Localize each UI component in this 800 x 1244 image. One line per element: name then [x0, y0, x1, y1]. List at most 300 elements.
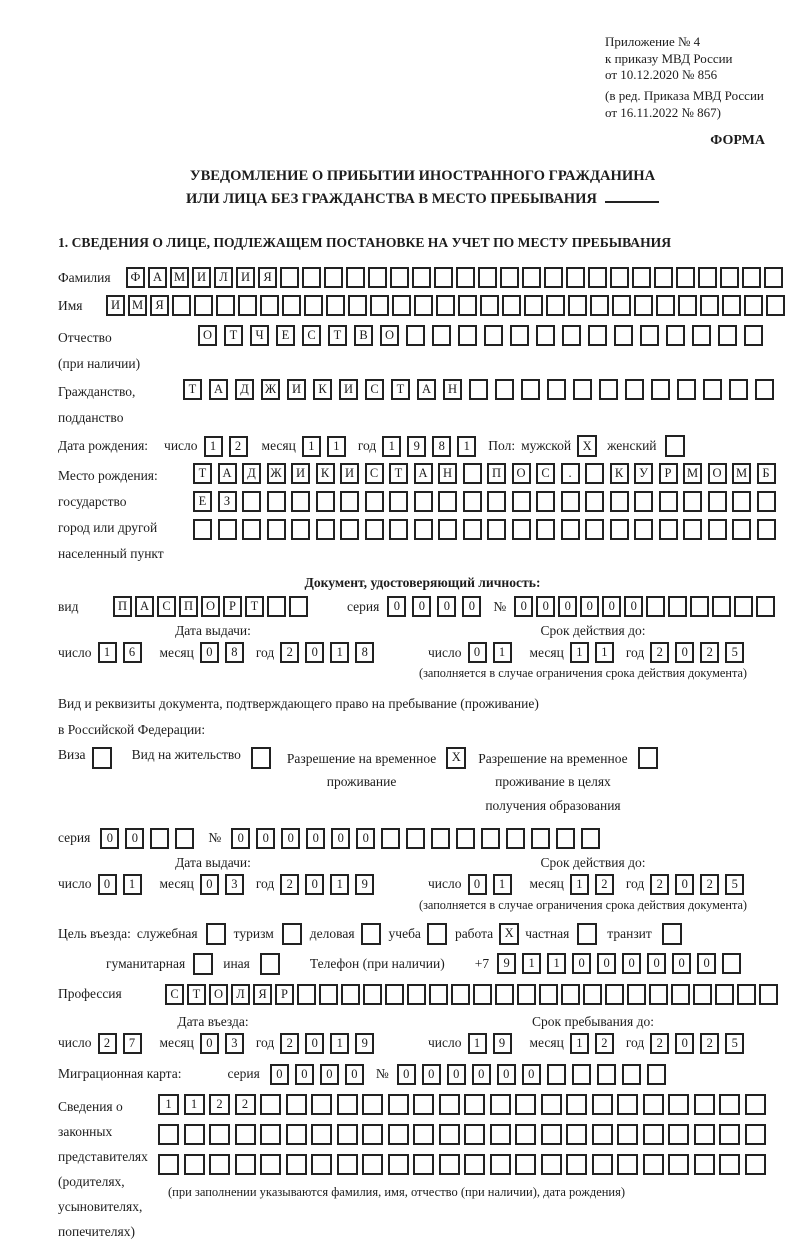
char-cell[interactable]: 0	[472, 1064, 491, 1085]
char-cell[interactable]	[718, 325, 737, 346]
char-cell[interactable]	[732, 519, 751, 540]
char-cell[interactable]: О	[209, 984, 228, 1005]
char-cell[interactable]: 0	[320, 1064, 339, 1085]
residence-permit-checkbox[interactable]	[251, 747, 271, 769]
char-cell[interactable]	[522, 267, 541, 288]
char-cell[interactable]	[719, 1094, 740, 1115]
char-cell[interactable]	[643, 1094, 664, 1115]
char-cell[interactable]	[759, 984, 778, 1005]
char-cell[interactable]	[592, 1124, 613, 1145]
char-cell[interactable]	[429, 984, 448, 1005]
char-cell[interactable]	[406, 828, 425, 849]
char-cell[interactable]	[665, 435, 685, 457]
char-cell[interactable]	[577, 923, 597, 945]
legal-reps-row2[interactable]	[158, 1124, 770, 1145]
char-cell[interactable]: 0	[462, 596, 481, 617]
char-cell[interactable]	[478, 267, 497, 288]
char-cell[interactable]: 0	[200, 874, 219, 895]
char-cell[interactable]	[434, 267, 453, 288]
char-cell[interactable]: 0	[558, 596, 577, 617]
char-cell[interactable]	[562, 325, 581, 346]
char-cell[interactable]	[734, 596, 753, 617]
char-cell[interactable]	[614, 325, 633, 346]
char-cell[interactable]: 0	[672, 953, 691, 974]
char-cell[interactable]	[388, 1154, 409, 1175]
char-cell[interactable]	[700, 295, 719, 316]
char-cell[interactable]	[495, 379, 514, 400]
char-cell[interactable]	[668, 596, 687, 617]
char-cell[interactable]: 0	[675, 642, 694, 663]
rvp-series-field[interactable]	[100, 828, 200, 849]
char-cell[interactable]: У	[634, 463, 653, 484]
char-cell[interactable]: 0	[580, 596, 599, 617]
char-cell[interactable]	[413, 1094, 434, 1115]
given-name-field[interactable]	[106, 295, 788, 316]
phone-field[interactable]	[497, 953, 747, 974]
char-cell[interactable]: 9	[355, 874, 374, 895]
entry-month[interactable]	[200, 1033, 250, 1054]
char-cell[interactable]	[260, 295, 279, 316]
char-cell[interactable]: 1	[457, 436, 476, 457]
char-cell[interactable]	[495, 984, 514, 1005]
char-cell[interactable]	[744, 325, 763, 346]
char-cell[interactable]: Ж	[261, 379, 280, 400]
purpose-business-checkbox[interactable]	[361, 923, 381, 945]
purpose-tourism-checkbox[interactable]	[282, 923, 302, 945]
rvp-expiry-day[interactable]	[468, 874, 518, 895]
char-cell[interactable]	[291, 491, 310, 512]
char-cell[interactable]: 0	[497, 1064, 516, 1085]
entry-year[interactable]	[280, 1033, 380, 1054]
doc-expiry-day[interactable]	[468, 642, 518, 663]
char-cell[interactable]	[656, 295, 675, 316]
char-cell[interactable]	[583, 984, 602, 1005]
char-cell[interactable]	[590, 295, 609, 316]
char-cell[interactable]: 0	[125, 828, 144, 849]
char-cell[interactable]	[464, 1124, 485, 1145]
char-cell[interactable]: И	[106, 295, 125, 316]
char-cell[interactable]	[634, 491, 653, 512]
char-cell[interactable]	[337, 1094, 358, 1115]
char-cell[interactable]: 2	[235, 1094, 256, 1115]
char-cell[interactable]	[632, 267, 651, 288]
char-cell[interactable]	[502, 295, 521, 316]
char-cell[interactable]	[715, 984, 734, 1005]
doc-expiry-month[interactable]	[570, 642, 620, 663]
char-cell[interactable]	[500, 267, 519, 288]
char-cell[interactable]	[389, 491, 408, 512]
char-cell[interactable]: 2	[595, 1033, 614, 1054]
char-cell[interactable]: 8	[225, 642, 244, 663]
char-cell[interactable]: Т	[183, 379, 202, 400]
char-cell[interactable]: З	[218, 491, 237, 512]
char-cell[interactable]: П	[113, 596, 132, 617]
char-cell[interactable]	[150, 828, 169, 849]
char-cell[interactable]: 1	[204, 436, 223, 457]
char-cell[interactable]: Т	[187, 984, 206, 1005]
char-cell[interactable]: Н	[438, 463, 457, 484]
profession-field[interactable]	[165, 984, 781, 1005]
doc-issue-month[interactable]	[200, 642, 250, 663]
char-cell[interactable]: 0	[295, 1064, 314, 1085]
char-cell[interactable]	[690, 596, 709, 617]
char-cell[interactable]	[732, 491, 751, 512]
char-cell[interactable]	[304, 295, 323, 316]
char-cell[interactable]	[692, 325, 711, 346]
char-cell[interactable]: 1	[468, 1033, 487, 1054]
char-cell[interactable]: 0	[345, 1064, 364, 1085]
purpose-humanitarian-checkbox[interactable]	[193, 953, 213, 975]
char-cell[interactable]	[260, 1124, 281, 1145]
char-cell[interactable]	[755, 379, 774, 400]
char-cell[interactable]: С	[302, 325, 321, 346]
purpose-study-checkbox[interactable]	[427, 923, 447, 945]
char-cell[interactable]	[464, 1154, 485, 1175]
char-cell[interactable]	[216, 295, 235, 316]
char-cell[interactable]: Л	[231, 984, 250, 1005]
char-cell[interactable]	[517, 984, 536, 1005]
char-cell[interactable]: 2	[595, 874, 614, 895]
char-cell[interactable]: Ф	[126, 267, 145, 288]
char-cell[interactable]	[668, 1094, 689, 1115]
char-cell[interactable]: М	[128, 295, 147, 316]
char-cell[interactable]	[720, 267, 739, 288]
char-cell[interactable]	[370, 295, 389, 316]
char-cell[interactable]	[388, 1124, 409, 1145]
char-cell[interactable]: 1	[595, 642, 614, 663]
char-cell[interactable]	[694, 1154, 715, 1175]
char-cell[interactable]	[737, 984, 756, 1005]
char-cell[interactable]: Р	[659, 463, 678, 484]
char-cell[interactable]	[671, 984, 690, 1005]
char-cell[interactable]: 2	[650, 642, 669, 663]
char-cell[interactable]: Б	[757, 463, 776, 484]
char-cell[interactable]	[365, 491, 384, 512]
char-cell[interactable]: Т	[224, 325, 243, 346]
char-cell[interactable]	[280, 267, 299, 288]
char-cell[interactable]: 5	[725, 642, 744, 663]
char-cell[interactable]	[585, 519, 604, 540]
char-cell[interactable]	[286, 1094, 307, 1115]
char-cell[interactable]	[592, 1094, 613, 1115]
char-cell[interactable]	[764, 267, 783, 288]
char-cell[interactable]	[361, 923, 381, 945]
char-cell[interactable]	[490, 1154, 511, 1175]
char-cell[interactable]	[432, 325, 451, 346]
char-cell[interactable]: И	[287, 379, 306, 400]
char-cell[interactable]	[456, 267, 475, 288]
char-cell[interactable]: 0	[305, 874, 324, 895]
char-cell[interactable]	[588, 267, 607, 288]
char-cell[interactable]	[209, 1154, 230, 1175]
char-cell[interactable]	[588, 325, 607, 346]
char-cell[interactable]: 2	[700, 642, 719, 663]
char-cell[interactable]	[561, 491, 580, 512]
char-cell[interactable]	[463, 519, 482, 540]
char-cell[interactable]: 2	[229, 436, 248, 457]
birth-month-field[interactable]	[302, 436, 352, 457]
char-cell[interactable]	[654, 267, 673, 288]
char-cell[interactable]: А	[135, 596, 154, 617]
char-cell[interactable]: 1	[330, 1033, 349, 1054]
char-cell[interactable]	[708, 519, 727, 540]
birth-place-row3[interactable]	[193, 519, 781, 540]
char-cell[interactable]	[745, 1154, 766, 1175]
char-cell[interactable]	[646, 596, 665, 617]
char-cell[interactable]	[566, 1094, 587, 1115]
char-cell[interactable]: 1	[158, 1094, 179, 1115]
char-cell[interactable]: О	[380, 325, 399, 346]
char-cell[interactable]: 0	[200, 642, 219, 663]
char-cell[interactable]	[235, 1124, 256, 1145]
char-cell[interactable]	[521, 379, 540, 400]
char-cell[interactable]	[647, 1064, 666, 1085]
char-cell[interactable]: А	[414, 463, 433, 484]
char-cell[interactable]	[531, 828, 550, 849]
char-cell[interactable]: 0	[306, 828, 325, 849]
char-cell[interactable]	[659, 491, 678, 512]
char-cell[interactable]	[458, 325, 477, 346]
char-cell[interactable]	[712, 596, 731, 617]
birth-year-field[interactable]	[382, 436, 482, 457]
char-cell[interactable]: С	[365, 463, 384, 484]
stay-day[interactable]	[468, 1033, 518, 1054]
char-cell[interactable]: 0	[200, 1033, 219, 1054]
char-cell[interactable]: Т	[245, 596, 264, 617]
char-cell[interactable]	[286, 1124, 307, 1145]
char-cell[interactable]: 9	[493, 1033, 512, 1054]
char-cell[interactable]	[585, 491, 604, 512]
char-cell[interactable]: А	[417, 379, 436, 400]
char-cell[interactable]: 0	[305, 642, 324, 663]
citizenship-field[interactable]	[183, 379, 781, 400]
migration-series-field[interactable]	[270, 1064, 370, 1085]
char-cell[interactable]	[568, 295, 587, 316]
char-cell[interactable]	[546, 295, 565, 316]
char-cell[interactable]	[666, 325, 685, 346]
char-cell[interactable]: 0	[256, 828, 275, 849]
char-cell[interactable]: 0	[305, 1033, 324, 1054]
char-cell[interactable]	[536, 491, 555, 512]
char-cell[interactable]	[693, 984, 712, 1005]
char-cell[interactable]: 1	[98, 642, 117, 663]
char-cell[interactable]	[260, 953, 280, 975]
char-cell[interactable]	[407, 984, 426, 1005]
char-cell[interactable]	[362, 1154, 383, 1175]
char-cell[interactable]	[439, 1094, 460, 1115]
char-cell[interactable]	[235, 1154, 256, 1175]
char-cell[interactable]: С	[157, 596, 176, 617]
char-cell[interactable]	[597, 1064, 616, 1085]
char-cell[interactable]: 3	[225, 1033, 244, 1054]
char-cell[interactable]	[676, 267, 695, 288]
char-cell[interactable]: А	[209, 379, 228, 400]
char-cell[interactable]: 0	[536, 596, 555, 617]
char-cell[interactable]: 0	[597, 953, 616, 974]
char-cell[interactable]	[515, 1124, 536, 1145]
char-cell[interactable]	[413, 1154, 434, 1175]
char-cell[interactable]	[414, 295, 433, 316]
char-cell[interactable]	[242, 491, 261, 512]
char-cell[interactable]	[267, 596, 286, 617]
char-cell[interactable]: Ж	[267, 463, 286, 484]
char-cell[interactable]	[184, 1124, 205, 1145]
char-cell[interactable]: П	[487, 463, 506, 484]
char-cell[interactable]: 8	[432, 436, 451, 457]
char-cell[interactable]: 7	[123, 1033, 142, 1054]
char-cell[interactable]	[319, 984, 338, 1005]
char-cell[interactable]: Р	[223, 596, 242, 617]
char-cell[interactable]: Т	[193, 463, 212, 484]
char-cell[interactable]: X	[499, 923, 519, 945]
char-cell[interactable]: 2	[280, 874, 299, 895]
char-cell[interactable]	[406, 325, 425, 346]
char-cell[interactable]: 0	[387, 596, 406, 617]
char-cell[interactable]: 0	[622, 953, 641, 974]
stay-month[interactable]	[570, 1033, 620, 1054]
char-cell[interactable]	[592, 1154, 613, 1175]
surname-field[interactable]	[126, 267, 786, 288]
char-cell[interactable]	[385, 984, 404, 1005]
char-cell[interactable]	[651, 379, 670, 400]
char-cell[interactable]	[209, 1124, 230, 1145]
char-cell[interactable]: 1	[570, 642, 589, 663]
char-cell[interactable]	[544, 267, 563, 288]
char-cell[interactable]	[206, 923, 226, 945]
sex-female-checkbox[interactable]	[665, 435, 685, 457]
char-cell[interactable]: 0	[602, 596, 621, 617]
char-cell[interactable]	[218, 519, 237, 540]
char-cell[interactable]	[640, 325, 659, 346]
char-cell[interactable]: 1	[123, 874, 142, 895]
char-cell[interactable]: X	[577, 435, 597, 457]
char-cell[interactable]	[566, 267, 585, 288]
rvp-expiry-year[interactable]	[650, 874, 750, 895]
char-cell[interactable]	[610, 519, 629, 540]
char-cell[interactable]: И	[192, 267, 211, 288]
char-cell[interactable]	[340, 519, 359, 540]
char-cell[interactable]	[541, 1124, 562, 1145]
char-cell[interactable]: 1	[327, 436, 346, 457]
char-cell[interactable]	[413, 1124, 434, 1145]
purpose-transit-checkbox[interactable]	[662, 923, 682, 945]
char-cell[interactable]	[324, 267, 343, 288]
char-cell[interactable]: 0	[98, 874, 117, 895]
char-cell[interactable]	[625, 379, 644, 400]
char-cell[interactable]	[282, 923, 302, 945]
char-cell[interactable]	[340, 491, 359, 512]
char-cell[interactable]	[539, 984, 558, 1005]
char-cell[interactable]	[756, 596, 775, 617]
char-cell[interactable]	[757, 491, 776, 512]
char-cell[interactable]: 1	[570, 874, 589, 895]
char-cell[interactable]: Ч	[250, 325, 269, 346]
char-cell[interactable]	[722, 295, 741, 316]
char-cell[interactable]: Д	[235, 379, 254, 400]
char-cell[interactable]	[627, 984, 646, 1005]
doc-issue-day[interactable]	[98, 642, 148, 663]
char-cell[interactable]	[484, 325, 503, 346]
char-cell[interactable]	[694, 1124, 715, 1145]
char-cell[interactable]	[438, 491, 457, 512]
char-cell[interactable]	[708, 491, 727, 512]
temp-residence-edu-checkbox[interactable]	[638, 747, 658, 769]
char-cell[interactable]: И	[339, 379, 358, 400]
char-cell[interactable]	[464, 1094, 485, 1115]
char-cell[interactable]: 0	[270, 1064, 289, 1085]
purpose-other-checkbox[interactable]	[260, 953, 280, 975]
char-cell[interactable]	[515, 1154, 536, 1175]
char-cell[interactable]: 0	[514, 596, 533, 617]
char-cell[interactable]	[506, 828, 525, 849]
char-cell[interactable]	[668, 1154, 689, 1175]
char-cell[interactable]	[634, 519, 653, 540]
char-cell[interactable]	[566, 1154, 587, 1175]
char-cell[interactable]: О	[708, 463, 727, 484]
char-cell[interactable]	[346, 267, 365, 288]
char-cell[interactable]: 0	[697, 953, 716, 974]
char-cell[interactable]	[668, 1124, 689, 1145]
char-cell[interactable]: .	[561, 463, 580, 484]
char-cell[interactable]	[193, 519, 212, 540]
char-cell[interactable]: 1	[330, 642, 349, 663]
char-cell[interactable]	[561, 984, 580, 1005]
char-cell[interactable]	[365, 519, 384, 540]
char-cell[interactable]: К	[316, 463, 335, 484]
char-cell[interactable]: 0	[675, 874, 694, 895]
char-cell[interactable]: И	[291, 463, 310, 484]
char-cell[interactable]	[536, 325, 555, 346]
char-cell[interactable]	[662, 923, 682, 945]
char-cell[interactable]	[260, 1094, 281, 1115]
char-cell[interactable]	[703, 379, 722, 400]
char-cell[interactable]	[368, 267, 387, 288]
char-cell[interactable]: 2	[650, 874, 669, 895]
char-cell[interactable]	[456, 828, 475, 849]
char-cell[interactable]	[487, 491, 506, 512]
char-cell[interactable]: 3	[225, 874, 244, 895]
char-cell[interactable]: И	[236, 267, 255, 288]
char-cell[interactable]: К	[610, 463, 629, 484]
char-cell[interactable]	[745, 1124, 766, 1145]
char-cell[interactable]: 0	[231, 828, 250, 849]
char-cell[interactable]	[599, 379, 618, 400]
char-cell[interactable]: М	[732, 463, 751, 484]
char-cell[interactable]	[414, 491, 433, 512]
char-cell[interactable]: 8	[355, 642, 374, 663]
char-cell[interactable]	[184, 1154, 205, 1175]
char-cell[interactable]	[729, 379, 748, 400]
doc-issue-year[interactable]	[280, 642, 380, 663]
char-cell[interactable]: Е	[193, 491, 212, 512]
char-cell[interactable]	[414, 519, 433, 540]
char-cell[interactable]	[286, 1154, 307, 1175]
char-cell[interactable]	[683, 519, 702, 540]
char-cell[interactable]: 2	[98, 1033, 117, 1054]
doc-expiry-year[interactable]	[650, 642, 750, 663]
char-cell[interactable]: Т	[328, 325, 347, 346]
char-cell[interactable]	[311, 1154, 332, 1175]
char-cell[interactable]	[622, 1064, 641, 1085]
char-cell[interactable]: Т	[389, 463, 408, 484]
char-cell[interactable]: 9	[497, 953, 516, 974]
char-cell[interactable]: М	[170, 267, 189, 288]
char-cell[interactable]	[698, 267, 717, 288]
char-cell[interactable]: И	[340, 463, 359, 484]
birth-place-row2[interactable]	[193, 491, 781, 512]
char-cell[interactable]: 0	[572, 953, 591, 974]
char-cell[interactable]	[238, 295, 257, 316]
